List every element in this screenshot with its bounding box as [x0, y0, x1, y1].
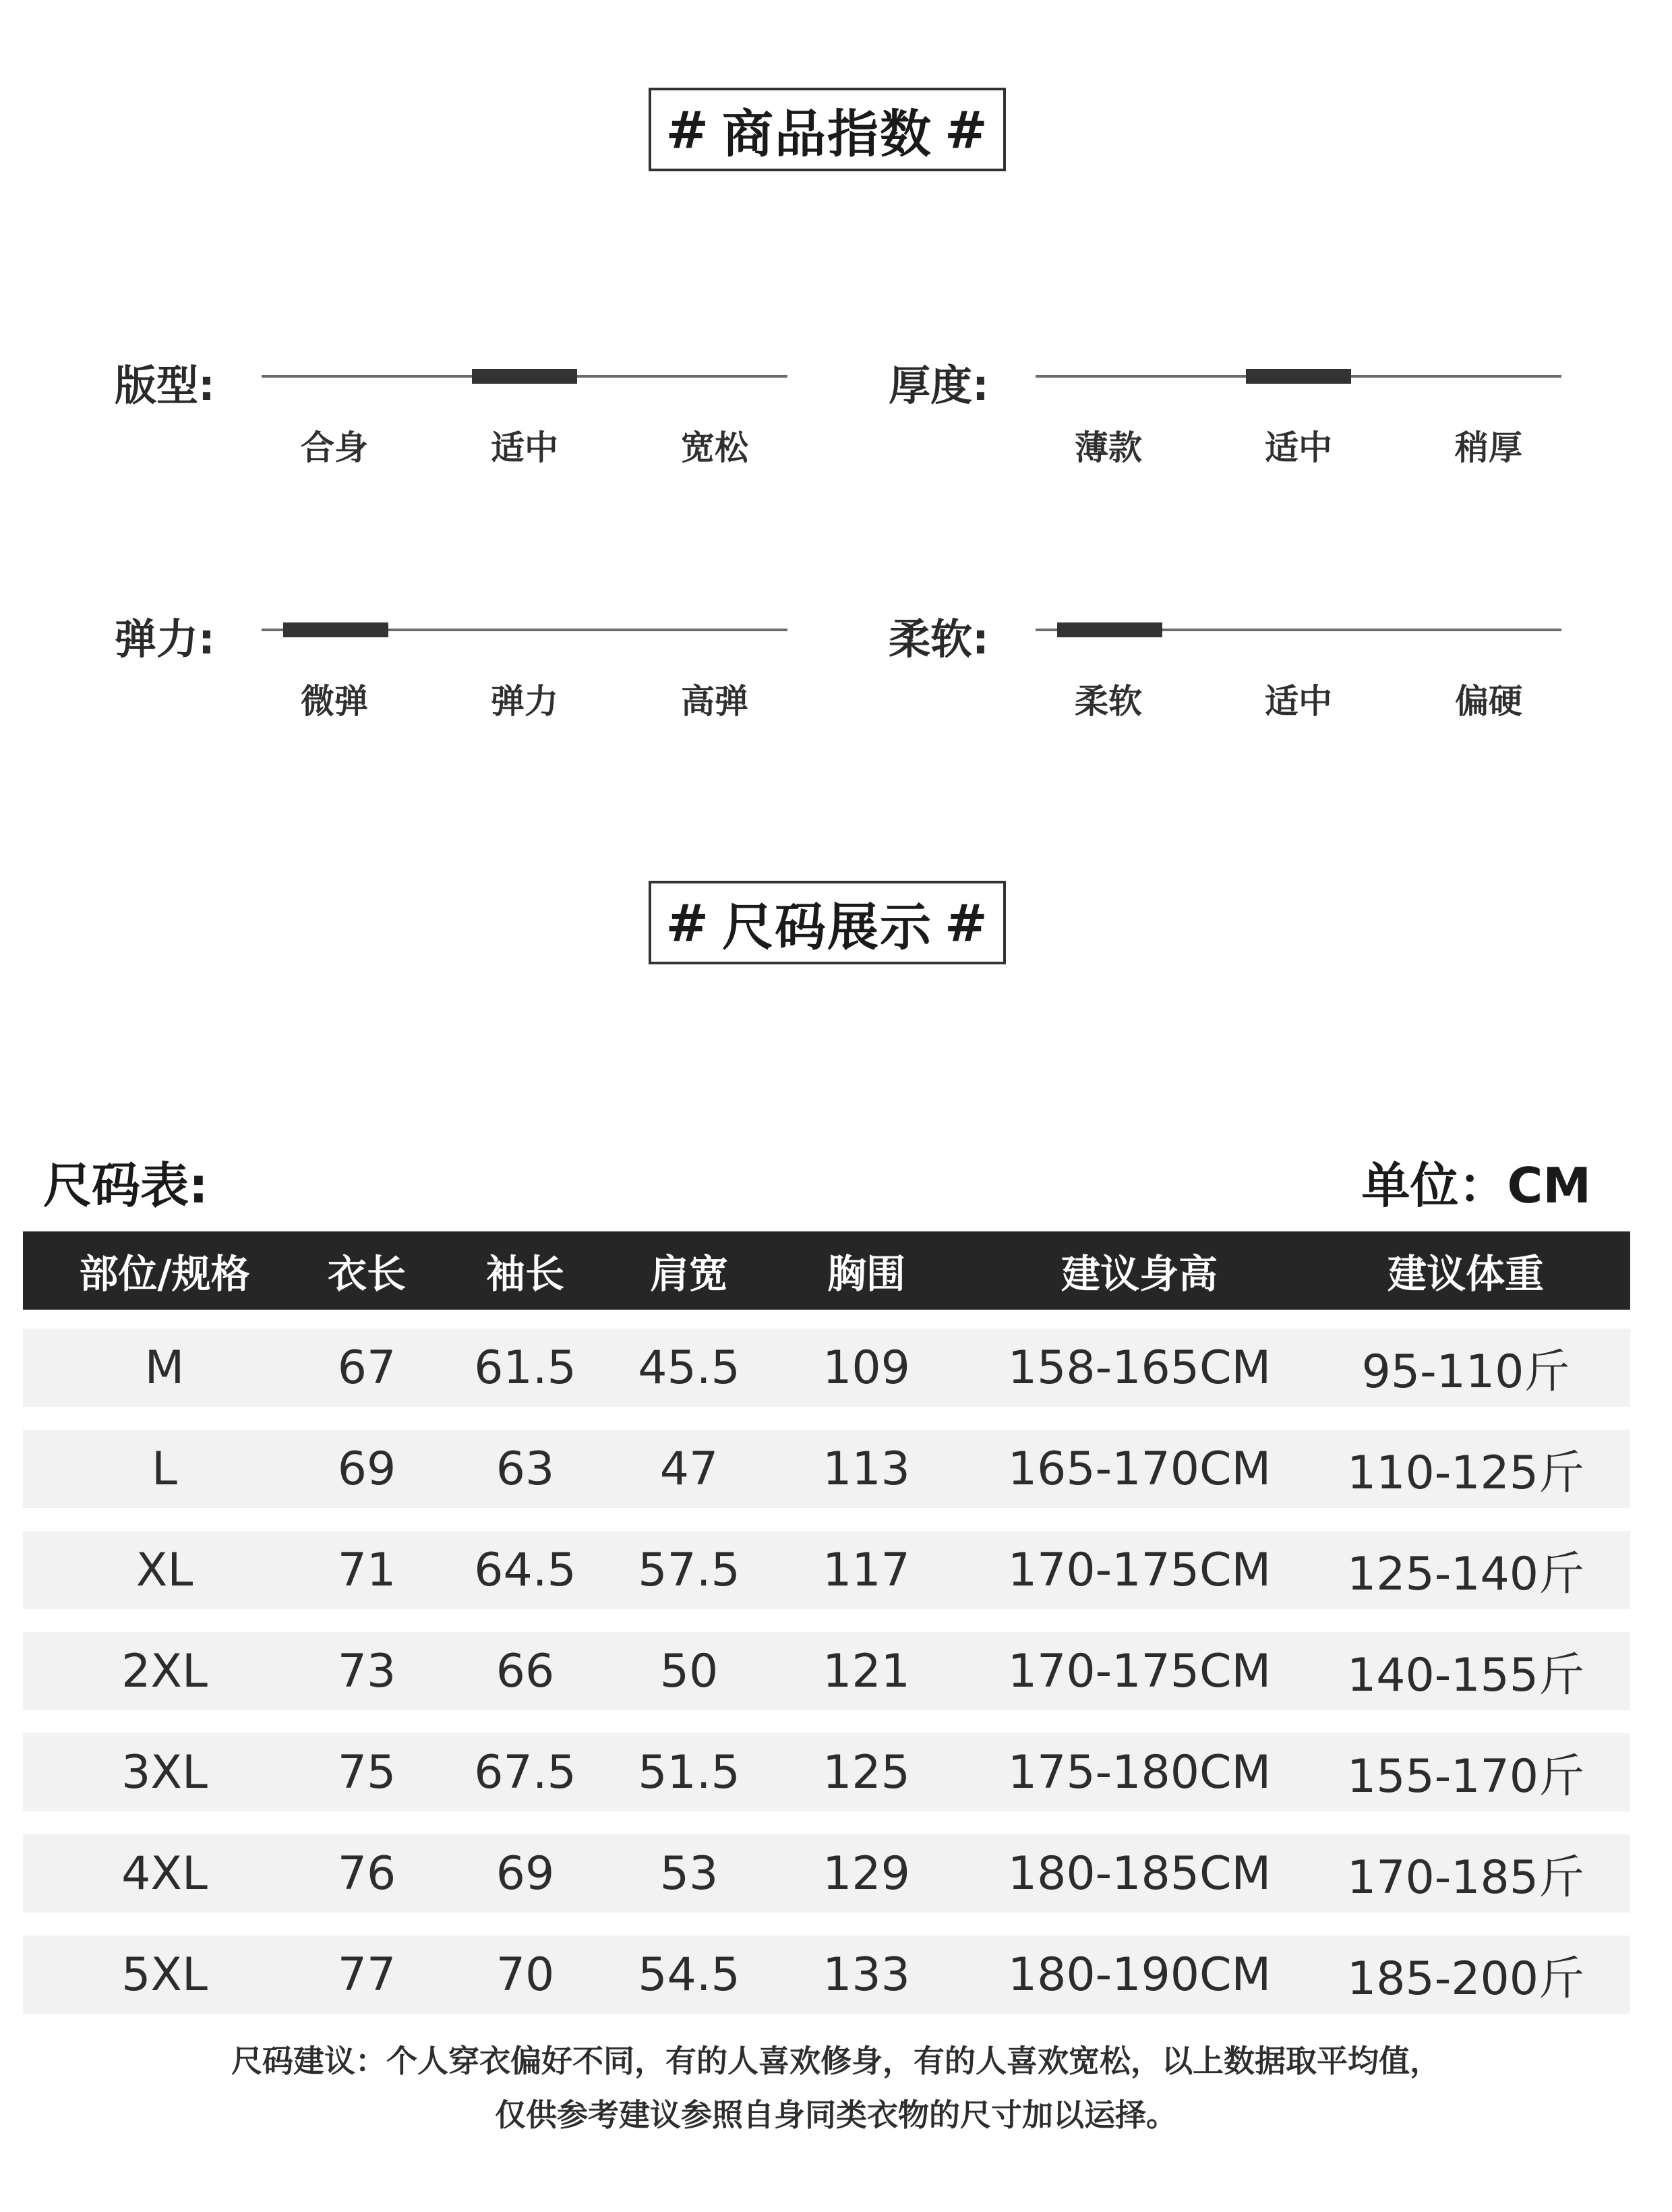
size-advice-line-2: 仅供参考建议参照自身同类衣物的尺寸加以运择。 [495, 2097, 1177, 2133]
table-cell: 4XL [121, 1846, 208, 1900]
index-level-marker [1057, 622, 1162, 637]
hash-right: # [945, 99, 989, 160]
hash-left: # [665, 99, 710, 160]
size-table-title: 尺码表: [43, 1157, 208, 1214]
index-label: 柔软: [889, 614, 989, 664]
table-cell: 75 [337, 1745, 396, 1799]
table-cell: 180-190CM [1007, 1948, 1272, 2002]
table-cell: 54.5 [638, 1948, 740, 2002]
index-level-marker [472, 369, 577, 384]
table-cell: 63 [496, 1442, 555, 1496]
index-option: 微弹 [301, 682, 368, 721]
index-option: 适中 [1265, 428, 1332, 467]
table-cell: 61.5 [474, 1341, 576, 1395]
table-row [23, 1834, 1630, 1913]
table-cell: 50 [659, 1644, 719, 1698]
table-cell: 67 [337, 1341, 396, 1395]
size-display-title: 尺码展示 [722, 896, 932, 957]
table-cell: 170-175CM [1007, 1644, 1272, 1698]
table-cell: 170-175CM [1007, 1543, 1272, 1597]
table-cell: 73 [337, 1644, 396, 1698]
table-cell: 71 [337, 1543, 396, 1597]
index-option: 宽松 [681, 428, 748, 467]
table-cell: 175-180CM [1007, 1745, 1272, 1799]
size-table-header [23, 1231, 1630, 1310]
index-option: 适中 [491, 428, 558, 467]
table-cell: 170-185斤 [1346, 1851, 1585, 1904]
index-option: 稍厚 [1455, 428, 1522, 467]
table-cell: 3XL [121, 1745, 208, 1799]
hash-right: # [945, 892, 989, 953]
table-row [23, 1329, 1630, 1407]
table-row [23, 1632, 1630, 1710]
index-option: 合身 [301, 428, 368, 467]
table-cell: 133 [823, 1948, 910, 2002]
table-cell: 5XL [121, 1948, 208, 2002]
table-cell: XL [136, 1543, 193, 1597]
product-index-title: 商品指数 [722, 103, 932, 164]
table-cell: 77 [337, 1948, 396, 2002]
index-level-marker [1246, 369, 1351, 384]
table-cell: 66 [496, 1644, 555, 1698]
table-cell: 69 [337, 1442, 396, 1496]
hash-left: # [665, 892, 710, 953]
index-option: 高弹 [681, 682, 748, 721]
table-cell: 117 [823, 1543, 910, 1597]
index-level-marker [283, 622, 388, 637]
table-cell: 47 [659, 1442, 719, 1496]
header-cell: 衣长 [327, 1251, 406, 1297]
index-option: 适中 [1265, 682, 1332, 721]
size-display-heading [649, 881, 1006, 964]
table-cell: M [144, 1341, 185, 1395]
table-cell: 76 [337, 1846, 396, 1900]
table-cell: 70 [496, 1948, 555, 2002]
header-cell: 建议身高 [1061, 1251, 1218, 1297]
table-row [23, 1430, 1630, 1508]
header-cell: 建议体重 [1387, 1251, 1544, 1297]
table-cell: 158-165CM [1007, 1341, 1272, 1395]
table-cell: 129 [823, 1846, 910, 1900]
index-option: 薄款 [1075, 428, 1142, 467]
table-cell: 125-140斤 [1346, 1547, 1585, 1601]
header-cell: 胸围 [827, 1251, 905, 1297]
index-option: 弹力 [491, 682, 558, 721]
table-cell: 155-170斤 [1346, 1749, 1585, 1803]
table-cell: 140-155斤 [1346, 1648, 1585, 1702]
size-advice-line-1: 尺码建议：个人穿衣偏好不同，有的人喜欢修身，有的人喜欢宽松，以上数据取平均值， [231, 2043, 1441, 2079]
index-label: 版型: [115, 361, 215, 410]
table-row [23, 1531, 1630, 1609]
table-cell: 113 [823, 1442, 910, 1496]
table-cell: 45.5 [638, 1341, 740, 1395]
index-option: 偏硬 [1455, 682, 1522, 721]
index-label: 弹力: [115, 614, 215, 664]
table-cell: 121 [823, 1644, 910, 1698]
table-cell: 2XL [121, 1644, 208, 1698]
table-cell: 57.5 [638, 1543, 740, 1597]
table-cell: 67.5 [474, 1745, 576, 1799]
table-cell: 53 [659, 1846, 719, 1900]
table-cell: 180-185CM [1007, 1846, 1272, 1900]
index-label: 厚度: [889, 361, 989, 410]
table-cell: L [152, 1442, 177, 1496]
table-cell: 110-125斤 [1346, 1446, 1585, 1500]
table-cell: 64.5 [474, 1543, 576, 1597]
unit-label: 单位：CM [1361, 1157, 1591, 1214]
table-cell: 51.5 [638, 1745, 740, 1799]
header-cell: 袖长 [485, 1251, 564, 1297]
table-row [23, 1936, 1630, 2014]
product-index-heading [649, 88, 1006, 171]
table-cell: 95-110斤 [1361, 1345, 1570, 1399]
header-cell: 肩宽 [649, 1251, 728, 1297]
table-cell: 185-200斤 [1346, 1952, 1585, 2006]
table-cell: 109 [823, 1341, 910, 1395]
header-cell: 部位/规格 [79, 1251, 250, 1297]
table-cell: 69 [496, 1846, 555, 1900]
table-row [23, 1733, 1630, 1811]
index-option: 柔软 [1075, 682, 1142, 721]
table-cell: 125 [823, 1745, 910, 1799]
table-cell: 165-170CM [1007, 1442, 1272, 1496]
